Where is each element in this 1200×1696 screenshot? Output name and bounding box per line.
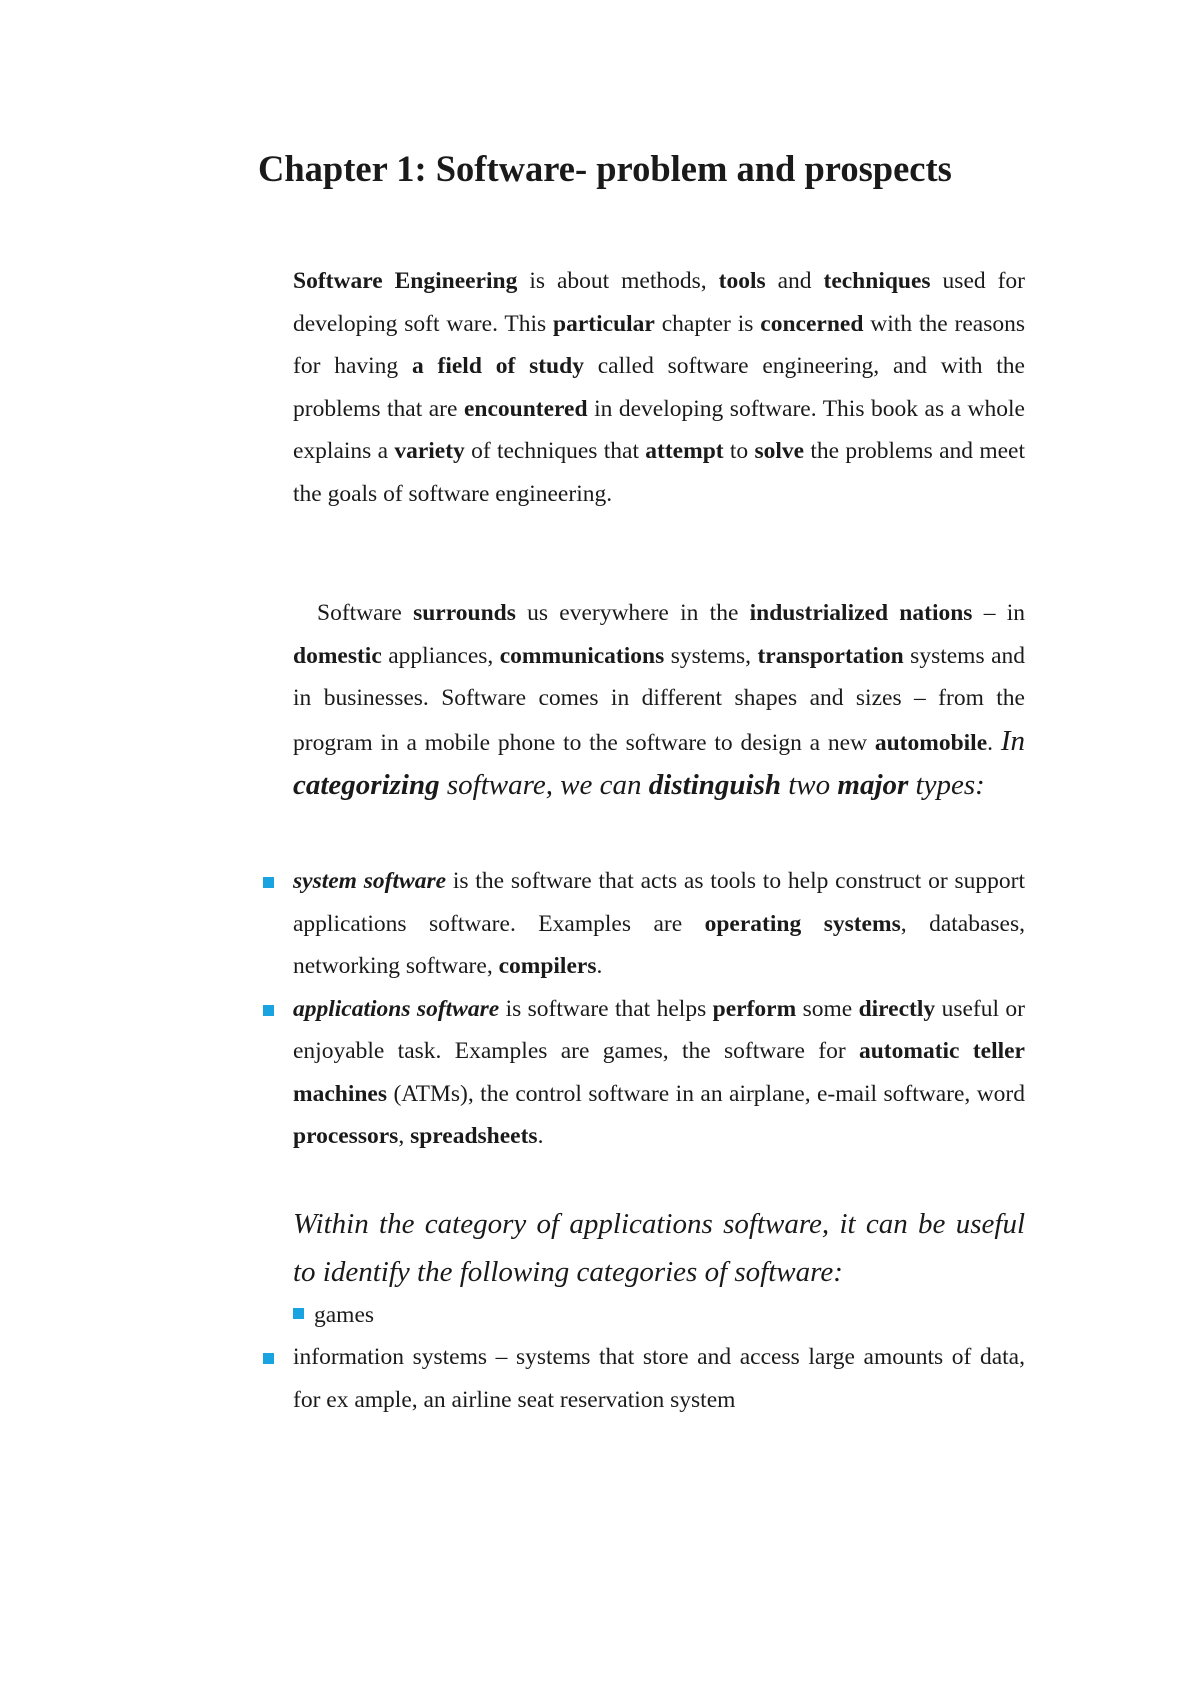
bold-term: transportation bbox=[757, 642, 904, 669]
text-run: (ATMs), the control software in an airplane, e-mail software, word bbox=[387, 1080, 1025, 1107]
bold-term: automatic teller machines bbox=[293, 1038, 1025, 1107]
bold-term: a field of study bbox=[411, 353, 584, 379]
text-run: software, we can bbox=[439, 769, 649, 801]
text-run: is the software that acts as tools to help construct or support applications software. Examples are bbox=[293, 868, 1025, 937]
bold-term: industrialized nations bbox=[749, 600, 973, 626]
bold-term: major bbox=[837, 769, 909, 801]
software-types-list bbox=[260, 860, 1025, 1158]
square-bullet-icon bbox=[263, 1353, 274, 1364]
text-run: to bbox=[723, 438, 755, 464]
text-run: called software engineering, and with the problems that are bbox=[293, 353, 1025, 422]
list-item bbox=[260, 988, 1025, 1158]
text-run: . bbox=[537, 1123, 544, 1149]
bold-term: distinguish bbox=[648, 769, 781, 801]
bold-term: solve bbox=[754, 438, 805, 464]
text-run: two bbox=[780, 769, 838, 801]
bold-term: operating systems bbox=[704, 910, 901, 937]
bold-term: domestic bbox=[293, 642, 382, 669]
text-run: types: bbox=[908, 769, 985, 801]
text-run: of techniques that bbox=[464, 438, 646, 464]
bold-term: tools bbox=[718, 268, 766, 294]
text-run: used for developing soft ware. This bbox=[293, 268, 1025, 337]
bold-term: perform bbox=[712, 995, 797, 1022]
chapter-title: Chapter 1: Software- problem and prospects bbox=[258, 148, 952, 189]
text-run: and bbox=[765, 268, 824, 294]
text-run: Software bbox=[317, 600, 414, 626]
text-run: is about methods, bbox=[517, 268, 719, 294]
software-paragraph bbox=[293, 592, 1025, 809]
categories-list bbox=[260, 1336, 1025, 1421]
text-run: the problems and meet the goals of software engineering. bbox=[293, 438, 1026, 507]
text-run: systems and in businesses. Software comes in different shapes and sizes – from the program in a mobile phone to the software to design a new bbox=[293, 642, 1025, 756]
bold-term: concerned bbox=[760, 310, 864, 337]
list-item bbox=[260, 1336, 1025, 1421]
text-run: appliances, bbox=[381, 642, 500, 669]
text-run: in developing software. This book as a whole explains a bbox=[293, 395, 1025, 464]
bold-term: directly bbox=[858, 995, 936, 1022]
bold-term: particular bbox=[553, 310, 655, 337]
text-run: us everywhere in the bbox=[515, 600, 750, 626]
bold-term: automobile bbox=[874, 729, 988, 756]
text-run: with the reasons for having bbox=[293, 310, 1025, 379]
categories-italic-paragraph: Within the category of applications software, it can be useful to identify the following categories of software: bbox=[293, 1208, 1025, 1288]
bold-term: surrounds bbox=[413, 600, 516, 626]
bold-term: processors bbox=[293, 1123, 399, 1149]
text-run: useful or enjoyable task. Examples are games, the software for bbox=[293, 995, 1025, 1064]
bold-term: categorizing bbox=[293, 769, 440, 801]
bold-italic-term: system software bbox=[293, 868, 447, 894]
bold-term: techniques bbox=[823, 268, 931, 294]
list-item bbox=[260, 860, 1025, 988]
text-run: chapter is bbox=[654, 310, 761, 337]
text-run: , databases, networking software, bbox=[293, 910, 1025, 979]
text-run: . bbox=[987, 729, 1001, 756]
sub-item-label: games bbox=[314, 1302, 375, 1328]
square-bullet-icon bbox=[263, 877, 274, 888]
bold-term: spreadsheets bbox=[410, 1123, 538, 1149]
text-run: some bbox=[796, 995, 859, 1022]
bold-term: attempt bbox=[645, 438, 724, 464]
bold-term: compilers bbox=[498, 953, 597, 979]
bold-term: communications bbox=[499, 642, 665, 669]
text-run: information systems – systems that store and access large amounts of data, for ex ample, an airline seat reservation system bbox=[293, 1344, 1025, 1413]
intro-paragraph bbox=[293, 260, 1025, 515]
text-run: – in bbox=[972, 600, 1025, 626]
text-run: systems, bbox=[664, 642, 758, 669]
sub-list-item bbox=[293, 1294, 374, 1337]
square-bullet-icon bbox=[293, 1308, 304, 1319]
bold-term: encountered bbox=[463, 395, 588, 422]
text-run: , bbox=[398, 1123, 411, 1149]
text-run: is software that helps bbox=[499, 995, 713, 1022]
bold-term: Software Engineering bbox=[293, 268, 518, 294]
bold-term: variety bbox=[394, 438, 465, 464]
text-run: In bbox=[1000, 724, 1025, 757]
bold-italic-term: applications software bbox=[293, 995, 500, 1022]
text-run: . bbox=[596, 953, 603, 979]
square-bullet-icon bbox=[263, 1005, 274, 1016]
